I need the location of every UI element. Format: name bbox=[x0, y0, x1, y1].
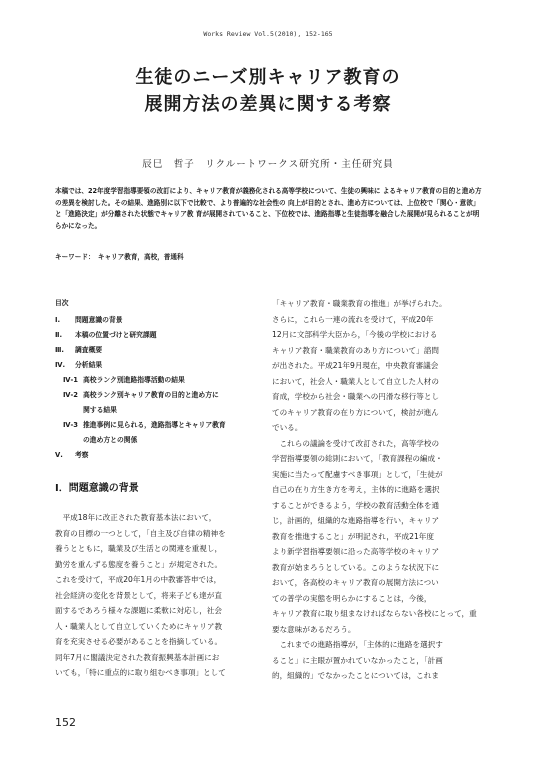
toc-item-text: 関する結果 bbox=[83, 405, 117, 414]
text-line: において，社会人・職業人として自立した人材の bbox=[272, 376, 439, 386]
text-line: 育成，学校から社会・職業への円滑な移行等とし bbox=[272, 392, 440, 401]
toc-item bbox=[55, 373, 273, 388]
text-line: じ，計画的，組織的な進路指導を行い，キャリア bbox=[272, 516, 440, 525]
toc-item-number: Ⅰ. bbox=[55, 315, 61, 324]
text-line: おいて，各高校のキャリア教育の展開方法につい bbox=[272, 578, 439, 587]
text-line: 要な意味があるだろう。 bbox=[272, 624, 356, 634]
toc-heading: 目次 bbox=[55, 299, 69, 307]
toc-item-number: Ⅱ. bbox=[55, 330, 63, 339]
toc-item-number: Ⅳ-3 bbox=[63, 420, 79, 429]
text-line: これらの議論を受けて改訂された，高等学校の bbox=[279, 438, 440, 448]
section-heading: Ⅰ．問題意識の背景 bbox=[55, 482, 139, 494]
toc-item bbox=[55, 388, 273, 403]
text-line: 学習指導要領の総則において，「教育課程の編成・ bbox=[272, 454, 443, 463]
text-line: てのキャリア教育の在り方について，検討が進ん bbox=[272, 407, 439, 417]
right-column bbox=[272, 296, 490, 684]
toc-item-text: 調査概要 bbox=[75, 345, 103, 354]
toc-item-text: 分析結果 bbox=[75, 360, 103, 369]
text-line: 的，組織的」でなかったことについては，これま bbox=[272, 671, 439, 680]
paper-title-line-1: 生徒のニーズ別キャリア教育の bbox=[135, 67, 401, 88]
text-line: 平成18年に改正された教育基本法において， bbox=[62, 513, 217, 522]
toc-item-text: 本稿の位置づけと研究課題 bbox=[75, 330, 157, 339]
text-line: 育を充実させる必要があることを指摘している。 bbox=[55, 637, 223, 646]
text-line: 人・職業人として自立していくためにキャリア教 bbox=[55, 621, 223, 631]
text-line: 12月に文部科学大臣から，「今後の学校における bbox=[272, 330, 438, 339]
text-line: でいる。 bbox=[272, 423, 303, 432]
toc-item-text: 問題意識の背景 bbox=[75, 315, 123, 324]
text-line: さらに，これら一連の流れを受けて，平成20年 bbox=[272, 314, 434, 324]
journal-citation: Works Review Vol.5(2010), 152-165 bbox=[203, 30, 333, 38]
text-line: キャリア教育に取り組まなければならない各校にとって，重 bbox=[272, 609, 477, 618]
toc-item bbox=[55, 433, 273, 448]
text-line: 同年7月に閣議決定された教育振興基本計画にお bbox=[55, 652, 220, 662]
toc-item bbox=[55, 358, 273, 373]
text-line: 面するであろう様々な課題に柔軟に対応し，社会 bbox=[55, 606, 222, 615]
text-line: これまでの進路指導が，「主体的に進路を選択す bbox=[279, 640, 443, 649]
text-line: より新学習指導要領に沿った高等学校のキャリア bbox=[272, 547, 440, 556]
text-line: ての普学の実態を明らかにすることは，今後， bbox=[272, 593, 432, 603]
text-line: ること」に主眼が置かれていなかったこと，「計画 bbox=[272, 655, 443, 665]
paper-title bbox=[0, 64, 536, 118]
right-body-paragraph-2 bbox=[272, 436, 490, 638]
text-line: これを受けて，平成20年1月の中教審答申では， bbox=[55, 575, 222, 584]
text-line: 自己の在り方生き方を考え，主体的に進路を選択 bbox=[272, 485, 440, 494]
toc-item-text: 考察 bbox=[75, 450, 89, 459]
toc-item bbox=[55, 328, 273, 343]
toc-item-number bbox=[63, 403, 83, 418]
toc-item-text: の進め方との関係 bbox=[83, 435, 138, 444]
text-line: 「キャリア教育・職業教育の推進」が挙げられた。 bbox=[272, 299, 447, 308]
right-body-paragraph-3 bbox=[272, 637, 490, 684]
toc-list bbox=[55, 313, 273, 463]
toc-item-text: 高校ランク別進路指導活動の結果 bbox=[83, 375, 185, 384]
toc-item bbox=[55, 418, 273, 433]
keywords: キーワード： キャリア教育，高校，普通科 bbox=[55, 253, 184, 261]
toc-item bbox=[55, 403, 273, 418]
text-line: 実施に当たって配慮すべき事項」として，「生徒が bbox=[272, 469, 443, 479]
text-line: 教育の目標の一つとして，「自主及び自律の精神を bbox=[55, 528, 226, 538]
toc-item-number: Ⅲ. bbox=[55, 345, 65, 354]
text-line: いても，「特に重点的に取り組むべき事項」として bbox=[55, 668, 226, 677]
toc-item-number bbox=[63, 433, 83, 448]
toc-item-text: 推進事例に見られる，進路指導とキャリア教育 bbox=[83, 420, 226, 429]
toc-item bbox=[55, 343, 273, 358]
toc-item-number: Ⅳ. bbox=[55, 360, 66, 369]
text-line: キャリア教育・職業教育のあり方について」諮問 bbox=[272, 345, 439, 355]
toc-item-number: Ⅴ. bbox=[55, 450, 63, 459]
abstract: 本稿では、22年度学習指導要領の改訂により、キャリア教育が義務化される高等学校について、生徒の興味に よるキャリア教育の目的と進め方の差異を検討した。その結果、進路別に以下で比較で、より普遍的な社会性の 向上が目的とされ、進め方については、上位校で「関心・意欲」と「進路決定」が分離された状態でキャリア教 育が展開されていること、下位校では、進路指導と生徒指導を融合した展開が見られることが明らかになった。 bbox=[55, 187, 482, 230]
toc-item-number: Ⅳ-2 bbox=[63, 390, 79, 399]
page-number: 152 bbox=[55, 716, 76, 729]
text-line: 教育を推進すること」が明記され，平成21年度 bbox=[272, 531, 434, 541]
author-line: 辰巳 哲子 リクルートワークス研究所・主任研究員 bbox=[142, 159, 394, 170]
toc-item-number: Ⅳ-1 bbox=[63, 375, 79, 384]
toc-item bbox=[55, 313, 273, 328]
text-line: 教育が始まろうとしている。このような状況下に bbox=[272, 562, 440, 572]
text-line: 養うとともに，職業及び生活との関連を重視し， bbox=[55, 544, 223, 553]
left-body-text bbox=[55, 510, 273, 681]
text-line: が出された。平成21年9月現在，中央教育審議会 bbox=[272, 361, 439, 370]
text-line: 社会経済の変化を背景として，将来子ども達が直 bbox=[55, 590, 222, 600]
text-line: 勤労を重んずる態度を養うこと」が規定された。 bbox=[55, 559, 223, 569]
left-column bbox=[55, 296, 273, 681]
right-body-paragraph-1 bbox=[272, 296, 490, 436]
text-line: することができるよう，学校の教育活動全体を通 bbox=[272, 500, 440, 510]
paper-title-line-2: 展開方法の差異に関する考察 bbox=[144, 94, 392, 115]
toc-item bbox=[55, 448, 273, 463]
toc-item-text: 高校ランク別キャリア教育の目的と進め方に bbox=[83, 390, 219, 399]
